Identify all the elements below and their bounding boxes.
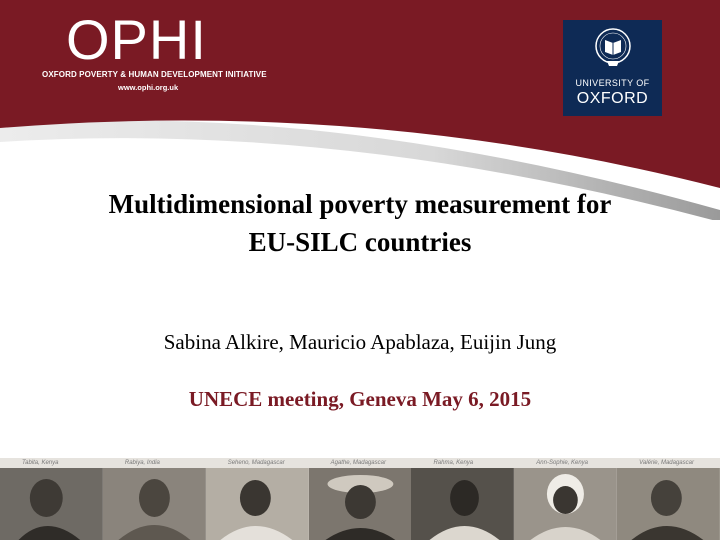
portrait-image <box>206 468 309 540</box>
photo-portrait <box>103 458 206 540</box>
authors: Sabina Alkire, Mauricio Apablaza, Euijin Jung <box>163 330 557 354</box>
photo-portrait <box>411 458 514 540</box>
portrait-image <box>103 468 206 540</box>
photo-caption: Rahma, Kenya <box>433 460 474 466</box>
portrait-image <box>617 468 720 540</box>
photo-caption: Agathe, Madagascar <box>330 460 386 466</box>
title-line-2: EU-SILC countries <box>248 227 472 257</box>
oxford-logo <box>563 20 662 116</box>
ophi-logo: OPHI <box>66 8 207 71</box>
photo-caption: Rabiya, India <box>124 460 160 466</box>
slide-title <box>40 185 680 261</box>
portrait-image <box>411 468 514 540</box>
university-of-label: UNIVERSITY OF <box>575 78 650 88</box>
photo-portrait <box>0 458 103 540</box>
meeting-info: UNECE meeting, Geneva May 6, 2015 <box>188 387 532 411</box>
photo-strip <box>0 458 720 540</box>
org-url: www.ophi.org.uk <box>118 83 179 92</box>
oxford-label: OXFORD <box>576 90 649 107</box>
photo-portrait <box>206 458 309 540</box>
photo-portrait <box>309 458 412 540</box>
photo-caption: Ann-Sophie, Kenya <box>536 460 588 466</box>
photo-caption: Tabita, Kenya <box>22 460 59 466</box>
photo-portrait <box>617 458 720 540</box>
portrait-image <box>0 468 103 540</box>
photo-caption: Seheno, Madagascar <box>227 460 285 466</box>
photo-portrait <box>514 458 617 540</box>
title-line-1: Multidimensional poverty measurement for <box>108 189 612 219</box>
photo-caption: Valérie, Madagascar <box>639 460 694 466</box>
portrait-image <box>309 468 412 540</box>
portrait-image <box>514 468 617 540</box>
oxford-crest-icon <box>593 26 633 68</box>
org-name: OXFORD POVERTY & HUMAN DEVELOPMENT INITIATIVE <box>42 70 267 79</box>
